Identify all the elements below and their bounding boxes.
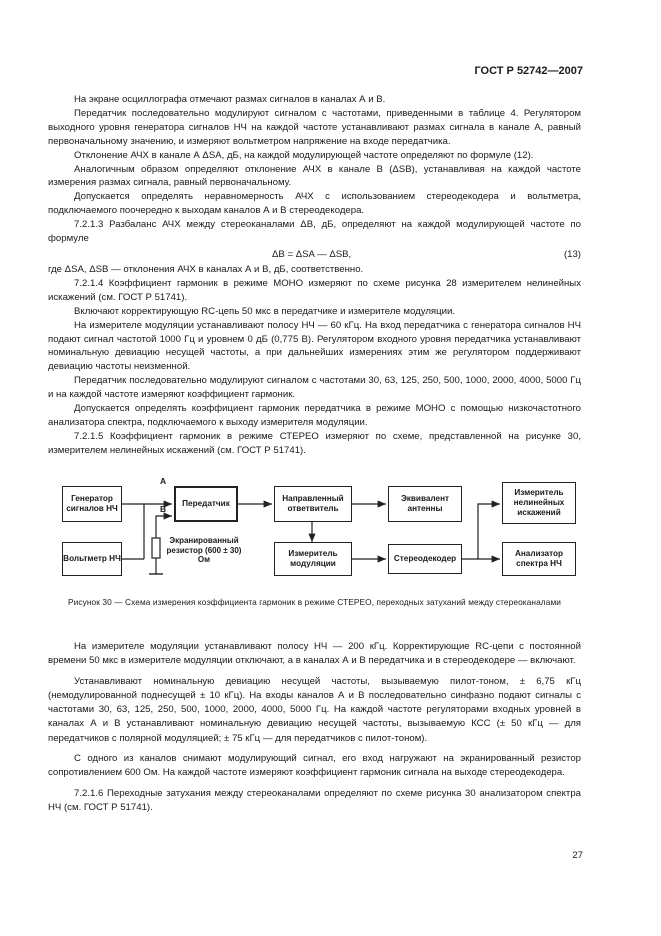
voltmeter-box: Вольтметр НЧ <box>62 542 122 576</box>
paragraph: На измерителе модуляции устанавливают полосу НЧ — 200 кГц. Корректирующие RC-цепи с постоянной времени 50 мкс в измерителе модуляции отключают, а в каналах А и В передатчика и в стереодекодере — включают. <box>48 641 581 667</box>
text-block-1 <box>48 93 581 458</box>
directional-coupler-box: Направленный ответвитель <box>274 486 352 522</box>
channel-b-label: В <box>160 504 167 514</box>
antenna-equivalent-box: Эквивалент антенны <box>388 486 462 522</box>
paragraph: Аналогичным образом определяют отклонение АЧХ в канале В (ΔSB), устанавливая на каждой частоте измерения размах сигнала, равный первоначальному. <box>48 163 581 189</box>
modulation-meter-box: Измеритель модуляции <box>274 542 352 576</box>
paragraph: Передатчик последовательно модулируют сигналом с частотами, приведенными в таблице 4. Регулятором выходного уровня генератора сигналов НЧ на каждой частоте устанавливают размах сигнала в канале А, равный первоначальному значению, и измеряют вольтметром напряжение на входе передатчика. <box>48 107 581 147</box>
paragraph: 7.2.1.3 Разбаланс АЧХ между стереоканалами ΔВ, дБ, определяют на каждой модулирующей частоте по формуле <box>48 219 581 245</box>
formula-number: (13) <box>563 248 581 260</box>
paragraph: Допускается определять коэффициент гармоник передатчика в режиме МОНО с помощью низкочастотного анализатора спектра, подключаемого к выходу измерителя модуляции. <box>48 403 581 428</box>
paragraph: Включают корректирующую RC-цепь 50 мкс в передатчике и измерителе модуляции. <box>74 305 455 317</box>
spectrum-analyzer-box: Анализатор спектра НЧ <box>502 542 576 576</box>
resistor-label: Экранированный резистор (600 ± 30) Ом <box>166 536 242 564</box>
paragraph: На экране осциллографа отмечают размах сигналов в каналах А и В. <box>74 94 386 105</box>
paragraph: 7.2.1.5 Коэффициент гармоник в режиме СТЕРЕО измеряют по схеме, представленной на рисунке 30, измерителем нелинейных искажений (см. ГОСТ Р 51741). <box>48 430 581 456</box>
paragraph: 7.2.1.4 Коэффициент гармоник в режиме МОНО измеряют по схеме рисунка 28 измерителем нелинейных искажений (см. ГОСТ Р 51741). <box>48 277 581 303</box>
stereo-decoder-box: Стереодекодер <box>388 544 462 574</box>
generator-box: Генератор сигналов НЧ <box>62 486 122 522</box>
document-header: ГОСТ Р 52742—2007 <box>474 65 583 77</box>
paragraph: Передатчик последовательно модулируют сигналом с частотами 30, 63, 125, 250, 500, 1000, 2000, 4000, 5000 Гц и на каждой частоте измеряют коэффициент гармоник. <box>48 375 581 401</box>
paragraph: где ΔSA, ΔSB — отклонения АЧХ в каналах А и В, дБ, соответственно. <box>48 263 364 275</box>
paragraph: Устанавливают номинальную девиацию несущей частоты, вызываемую пилот-тоном, ± 6,75 кГц (немодулированной поднесущей ± 10 кГц). На входы каналов А и В последовательно синфазно подают сигналы с частотами 30, 63, 125, 250, 500, 1000, 2000, 4000, 5000 Гц. На каждой частоте регуляторами входных уровней в каналах А и В устанавливают номинальную девиацию несущей частоты, вызываемую КСС (± 50 кГц — для передатчиков с полярной модуляцией; ± 75 кГц — для передатчиков с пилот-тоном). <box>48 675 581 744</box>
paragraph: На измерителе модуляции устанавливают полосу НЧ — 60 кГц. На вход передатчика с генератора сигналов НЧ подают сигнал частотой 1000 Гц и уровнем 0 дБ (0,775 В). Регулятором входного уровня передатчика устанавливают номинальную девиацию несущей частоты, а при дальнейших измерениях этим же регулятором поддерживают девиацию частоты неизменной. <box>48 319 581 373</box>
page-number: 27 <box>572 850 583 861</box>
paragraph: 7.2.1.6 Переходные затухания между стереоканалами определяют по схеме рисунка 30 анализатором спектра НЧ (см. ГОСТ Р 51741). <box>48 787 581 813</box>
figure-30-diagram <box>48 474 581 584</box>
text-block-2 <box>48 640 581 821</box>
paragraph: Допускается определять неравномерность АЧХ с использованием стереодекодера и вольтметра, подключаемого поочередно к выходам каналов А и В стереодекодера. <box>48 191 581 217</box>
formula-expression: ΔB = ΔSA — ΔSB, <box>272 248 352 260</box>
transmitter-box: Передатчик <box>174 486 238 522</box>
figure-caption: Рисунок 30 — Схема измерения коэффициента гармоник в режиме СТЕРЕО, переходных затуханий между стереоканалами <box>67 597 562 607</box>
paragraph: С одного из каналов снимают модулирующий сигнал, его вход нагружают на экранированный резистор сопротивлением 600 Ом. На каждой частоте измеряют коэффициент гармоник сигнала на выходе стереодекодера. <box>48 753 581 779</box>
channel-a-label: А <box>160 476 167 486</box>
paragraph: Отклонение АЧХ в канале А ΔSA, дБ, на каждой модулирующей частоте определяют по формуле (12). <box>74 149 534 161</box>
formula-13 <box>48 248 581 263</box>
distortion-meter-box: Измеритель нелинейных искажений <box>502 482 576 524</box>
